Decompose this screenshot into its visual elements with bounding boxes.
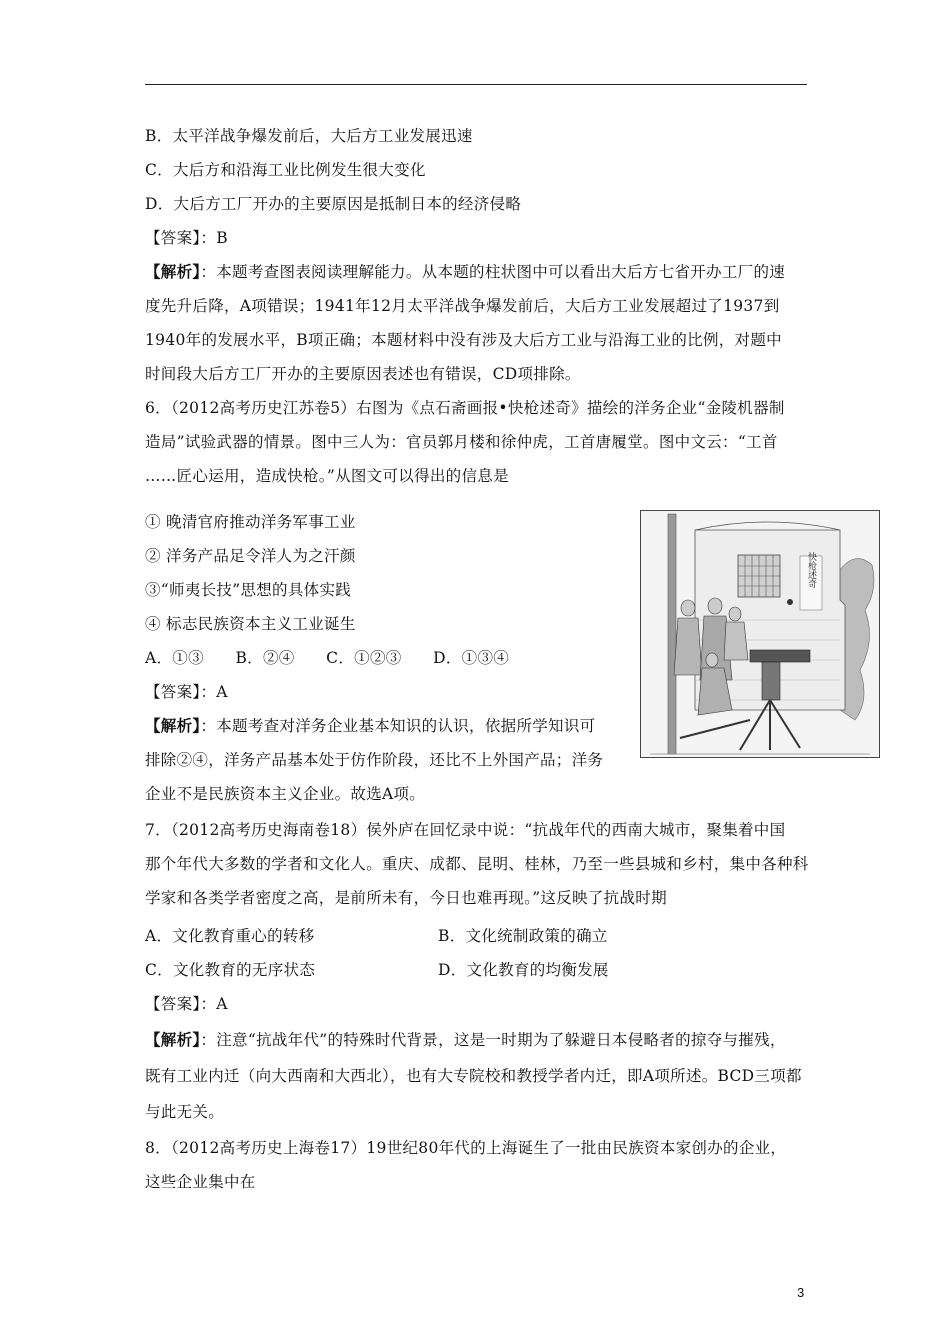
- q7-analysis-line: 与此无关。: [145, 1103, 225, 1121]
- q6-item: ① 晚清官府推动洋务军事工业: [145, 513, 356, 531]
- q6-item: ② 洋务产品足令洋人为之汗颜: [145, 547, 356, 565]
- answer-value: ：B: [200, 229, 228, 247]
- q6-analysis-line: 排除②④，洋务产品基本处于仿作阶段，还比不上外国产品；洋务: [145, 751, 604, 769]
- q6-stem-line: 造局”试验武器的情景。图中三人为：官员郭月楼和徐仲虎，工首唐履堂。图中文云：“工首: [145, 433, 778, 451]
- illustration-rapid-fire-gun: [640, 510, 880, 758]
- figure-caption: 快枪述奇: [806, 552, 816, 588]
- q6-stem-line: 6．（2012高考历史江苏卷5）右图为《点石斋画报•快枪述奇》描绘的洋务企业“金陵机器制: [145, 399, 785, 417]
- q6-item: ④ 标志民族资本主义工业诞生: [145, 615, 356, 633]
- q7-option-a: A．文化教育重心的转移: [145, 927, 315, 945]
- analysis-label: 【解析】: [145, 716, 201, 735]
- q7-analysis-line: 既有工业内迁（向大西南和大西北），也有大专院校和教授学者内迁，即A项所述。BCD三项都: [145, 1067, 802, 1085]
- q5-option-b: B．太平洋战争爆发前后，大后方工业发展迅速: [145, 127, 473, 145]
- q5-analysis-line: 度先升后降，A项错误；1941年12月太平洋战争爆发前后，大后方工业发展超过了1937到: [145, 297, 780, 315]
- q5-analysis-line: 【解析】：本题考查图表阅读理解能力。从本题的柱状图中可以看出大后方七省开办工厂的速: [145, 262, 786, 281]
- answer-value: ：A: [200, 683, 228, 701]
- q6-item: ③“师夷长技”思想的具体实践: [145, 581, 352, 599]
- q6-answer: [145, 682, 228, 702]
- answer-label: 【答案】: [145, 229, 201, 247]
- q7-option-c: C．文化教育的无序状态: [145, 961, 316, 979]
- answer-label: 【答案】: [145, 683, 201, 701]
- q8-stem-line: 8．（2012高考历史上海卷17）19世纪80年代的上海诞生了一批由民族资本家创办的企业，: [145, 1139, 787, 1157]
- q5-answer: [145, 228, 228, 248]
- q7-option-b: B．文化统制政策的确立: [438, 927, 608, 945]
- q7-analysis-line: 【解析】：注意“抗战年代”的特殊时代背景，这是一时期为了躲避日本侵略者的掠夺与摧残，: [145, 1030, 786, 1049]
- analysis-label: 【解析】: [145, 262, 201, 281]
- q5-analysis-line: 1940年的发展水平，B项正确；本题材料中没有涉及大后方工业与沿海工业的比例，对题中: [145, 331, 782, 349]
- q5-option-d: D．大后方工厂开办的主要原因是抵制日本的经济侵略: [145, 195, 522, 213]
- q7-answer: [145, 994, 228, 1014]
- q7-stem-line: 7．（2012高考历史海南卷18）侯外庐在回忆录中说：“抗战年代的西南大城市，聚集着中国: [145, 821, 786, 839]
- q8-stem-line: 这些企业集中在: [145, 1173, 256, 1191]
- q7-stem-line: 那个年代大多数的学者和文化人。重庆、成都、昆明、桂林，乃至一些县城和乡村，集中各种科: [145, 855, 809, 873]
- page-number: 3: [797, 1285, 805, 1300]
- q6-analysis-line: 【解析】：本题考查对洋务企业基本知识的认识，依据所学知识可: [145, 716, 596, 735]
- q5-option-c: C．大后方和沿海工业比例发生很大变化: [145, 161, 426, 179]
- analysis-label: 【解析】: [145, 1030, 201, 1049]
- q6-analysis-line: 企业不是民族资本主义企业。故选A项。: [145, 785, 426, 803]
- q7-option-d: D．文化教育的均衡发展: [438, 961, 609, 979]
- q7-stem-line: 学家和各类学者密度之高，是前所未有，今日也难再现。”这反映了抗战时期: [145, 889, 667, 907]
- q6-stem-line: ……匠心运用，造成快枪。”从图文可以得出的信息是: [145, 467, 509, 485]
- q5-analysis-line: 时间段大后方工厂开办的主要原因表述也有错误，CD项排除。: [145, 365, 581, 383]
- answer-label: 【答案】: [145, 995, 201, 1013]
- answer-value: ：A: [200, 995, 228, 1013]
- header-rule: [145, 84, 807, 85]
- q6-options: A．①③ B．②④ C．①②③ D．①③④: [145, 649, 510, 667]
